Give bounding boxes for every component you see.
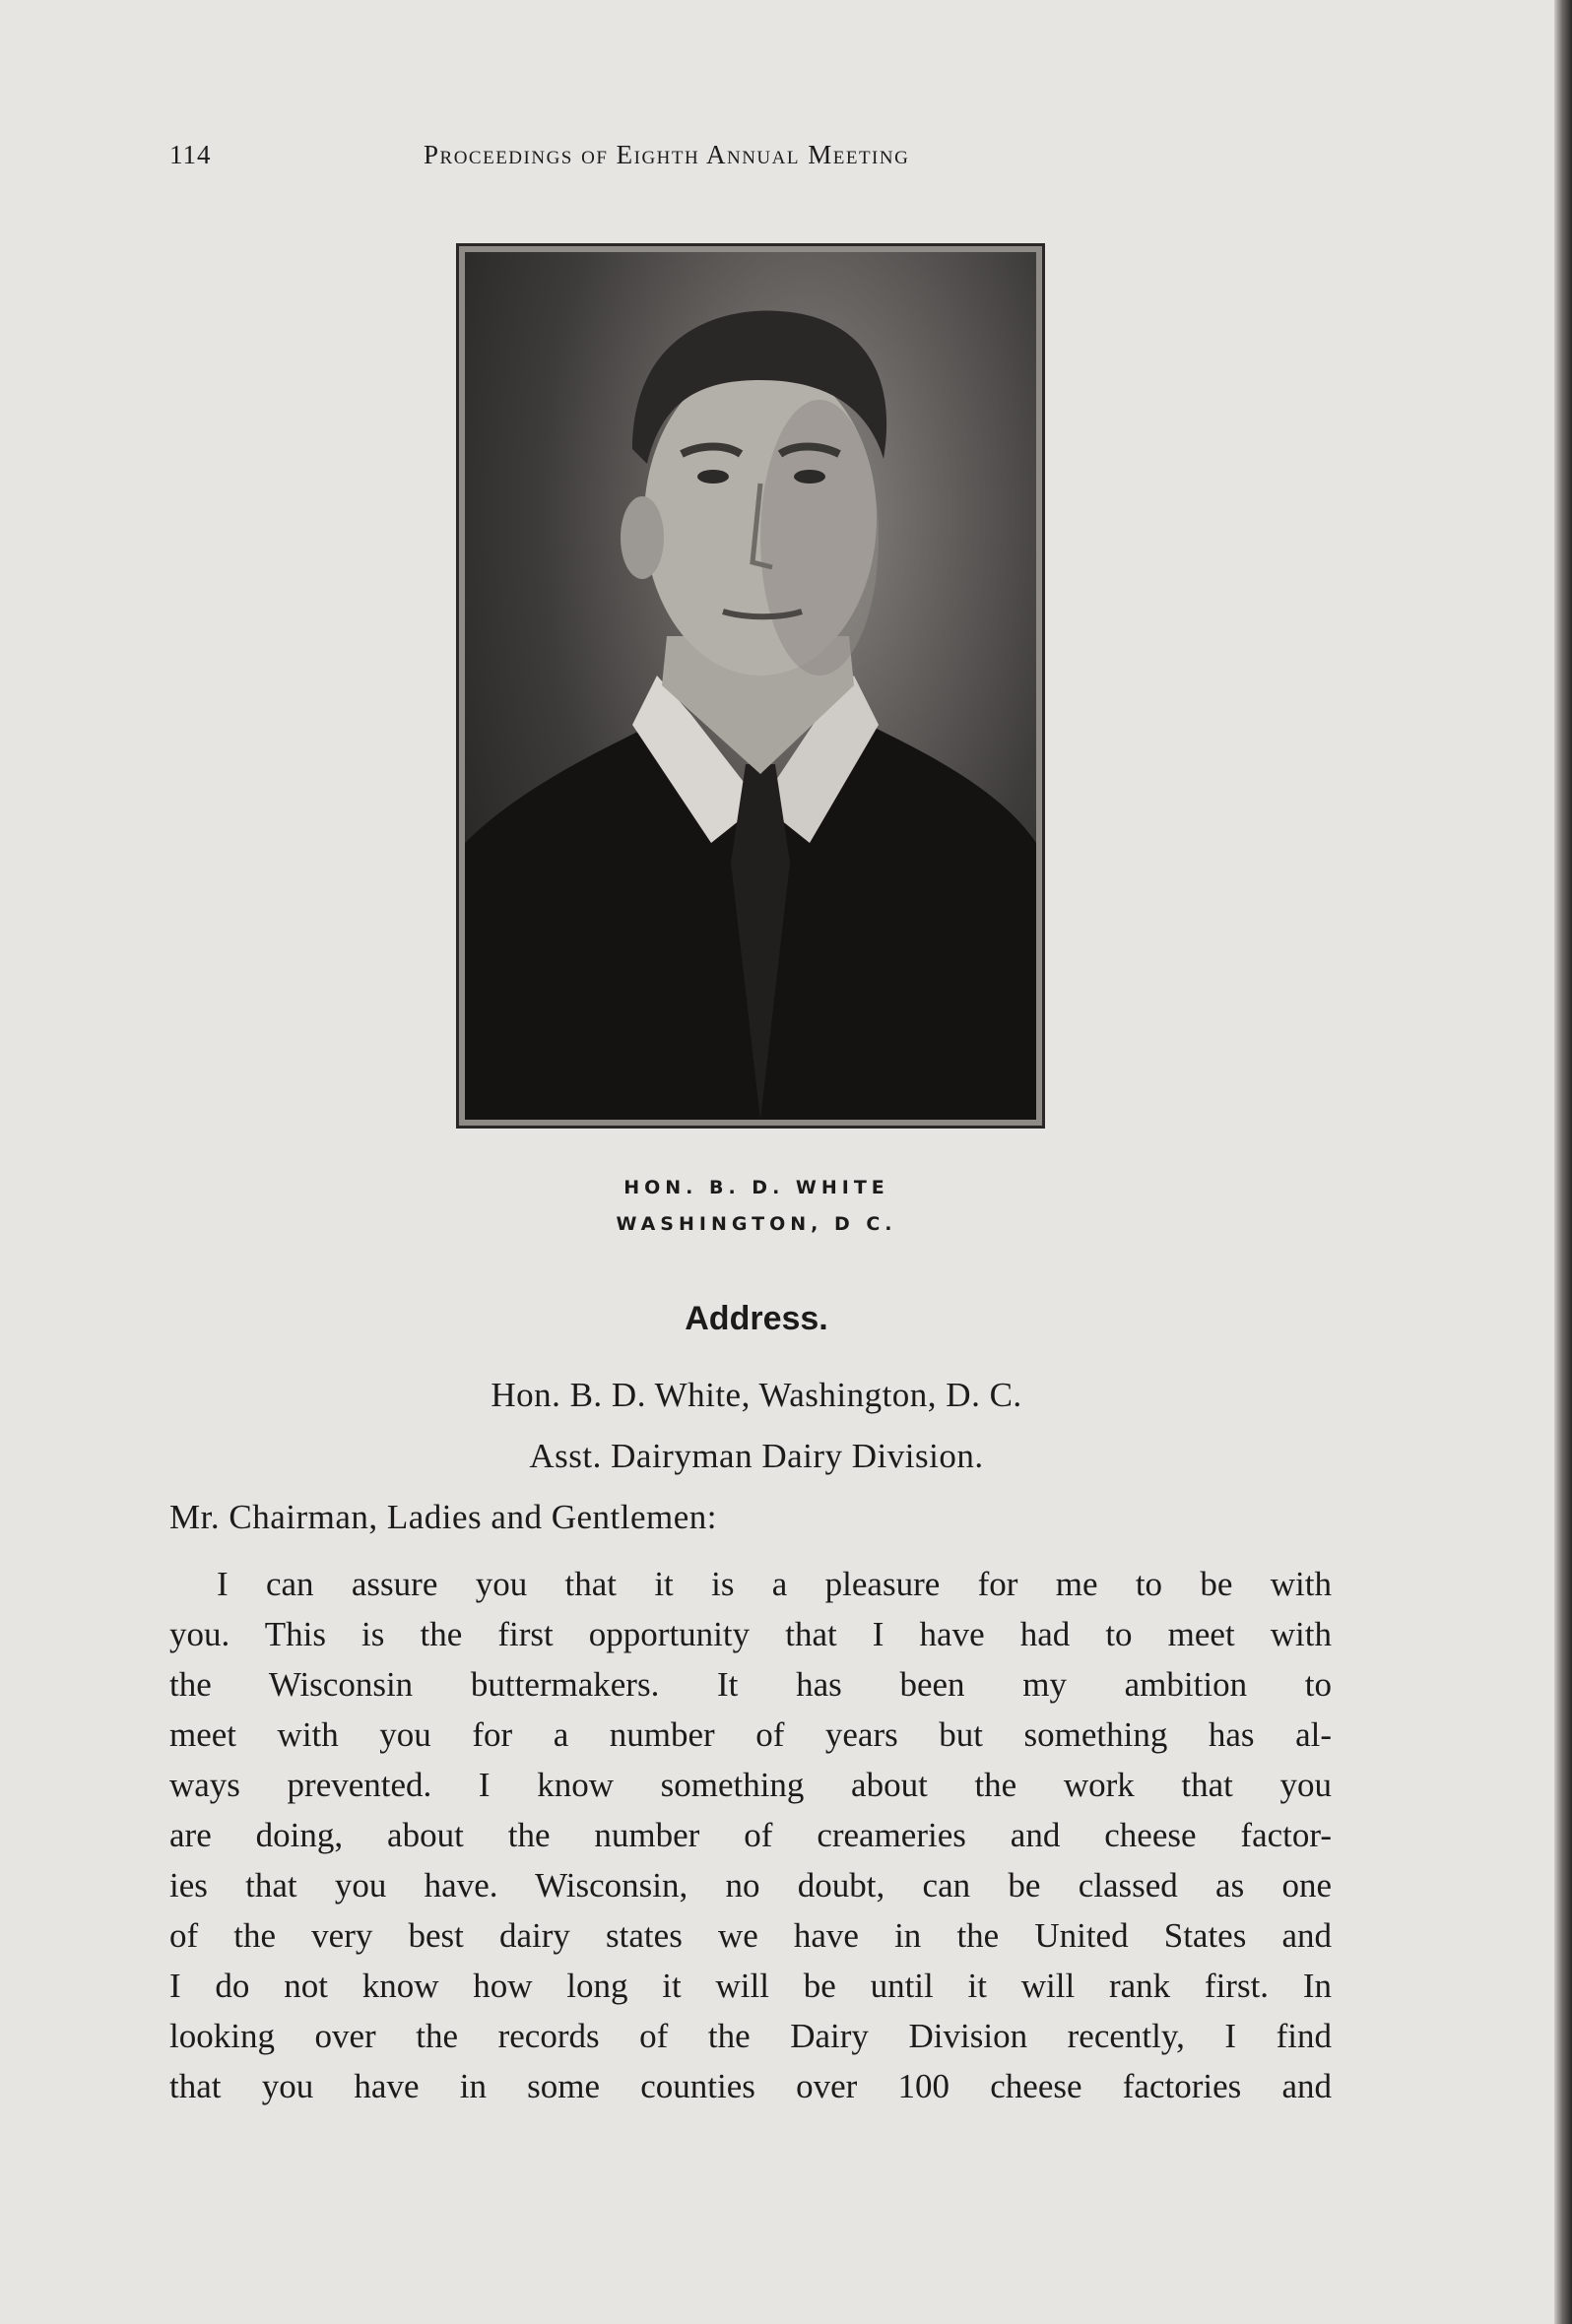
speaker-name: Hon. B. D. White, Washington, D. C. [491, 1376, 1022, 1414]
body-line: ies that you have. Wisconsin, no doubt, can be classed as one [169, 1866, 1332, 1904]
speaker-role: Asst. Dairyman Dairy Division. [529, 1437, 984, 1475]
article-title: Address. [685, 1300, 828, 1337]
salutation: Mr. Chairman, Ladies and Gentlemen: [169, 1498, 717, 1536]
portrait-caption-name: HON. B. D. WHITE [623, 1177, 889, 1198]
portrait-photo [456, 243, 1045, 1129]
body-line: I do not know how long it will be until it will rank first. In [169, 1967, 1332, 2005]
portrait-image [465, 252, 1036, 1120]
running-head: Proceedings of Eighth Annual Meeting [424, 140, 910, 169]
body-line: of the very best dairy states we have in the United States and [169, 1916, 1332, 1955]
page-number: 114 [169, 140, 212, 169]
body-line: that you have in some counties over 100 cheese factories and [169, 2067, 1332, 2105]
page-header [169, 140, 1154, 179]
portrait-illustration [465, 252, 1036, 1120]
body-line: meet with you for a number of years but something has al- [169, 1715, 1332, 1754]
body-line: looking over the records of the Dairy Division recently, I find [169, 2017, 1332, 2055]
body-line: the Wisconsin buttermakers. It has been my ambition to [169, 1665, 1332, 1704]
portrait-caption-location: WASHINGTON, D C. [616, 1213, 897, 1235]
body-line: you. This is the first opportunity that I have had to meet with [169, 1615, 1332, 1653]
body-line: ways prevented. I know something about the work that you [169, 1766, 1332, 1804]
body-line: are doing, about the number of creameries and cheese factor- [169, 1816, 1332, 1854]
body-line: I can assure you that it is a pleasure for me to be with [217, 1565, 1332, 1603]
page-edge-shadow [1554, 0, 1572, 2324]
